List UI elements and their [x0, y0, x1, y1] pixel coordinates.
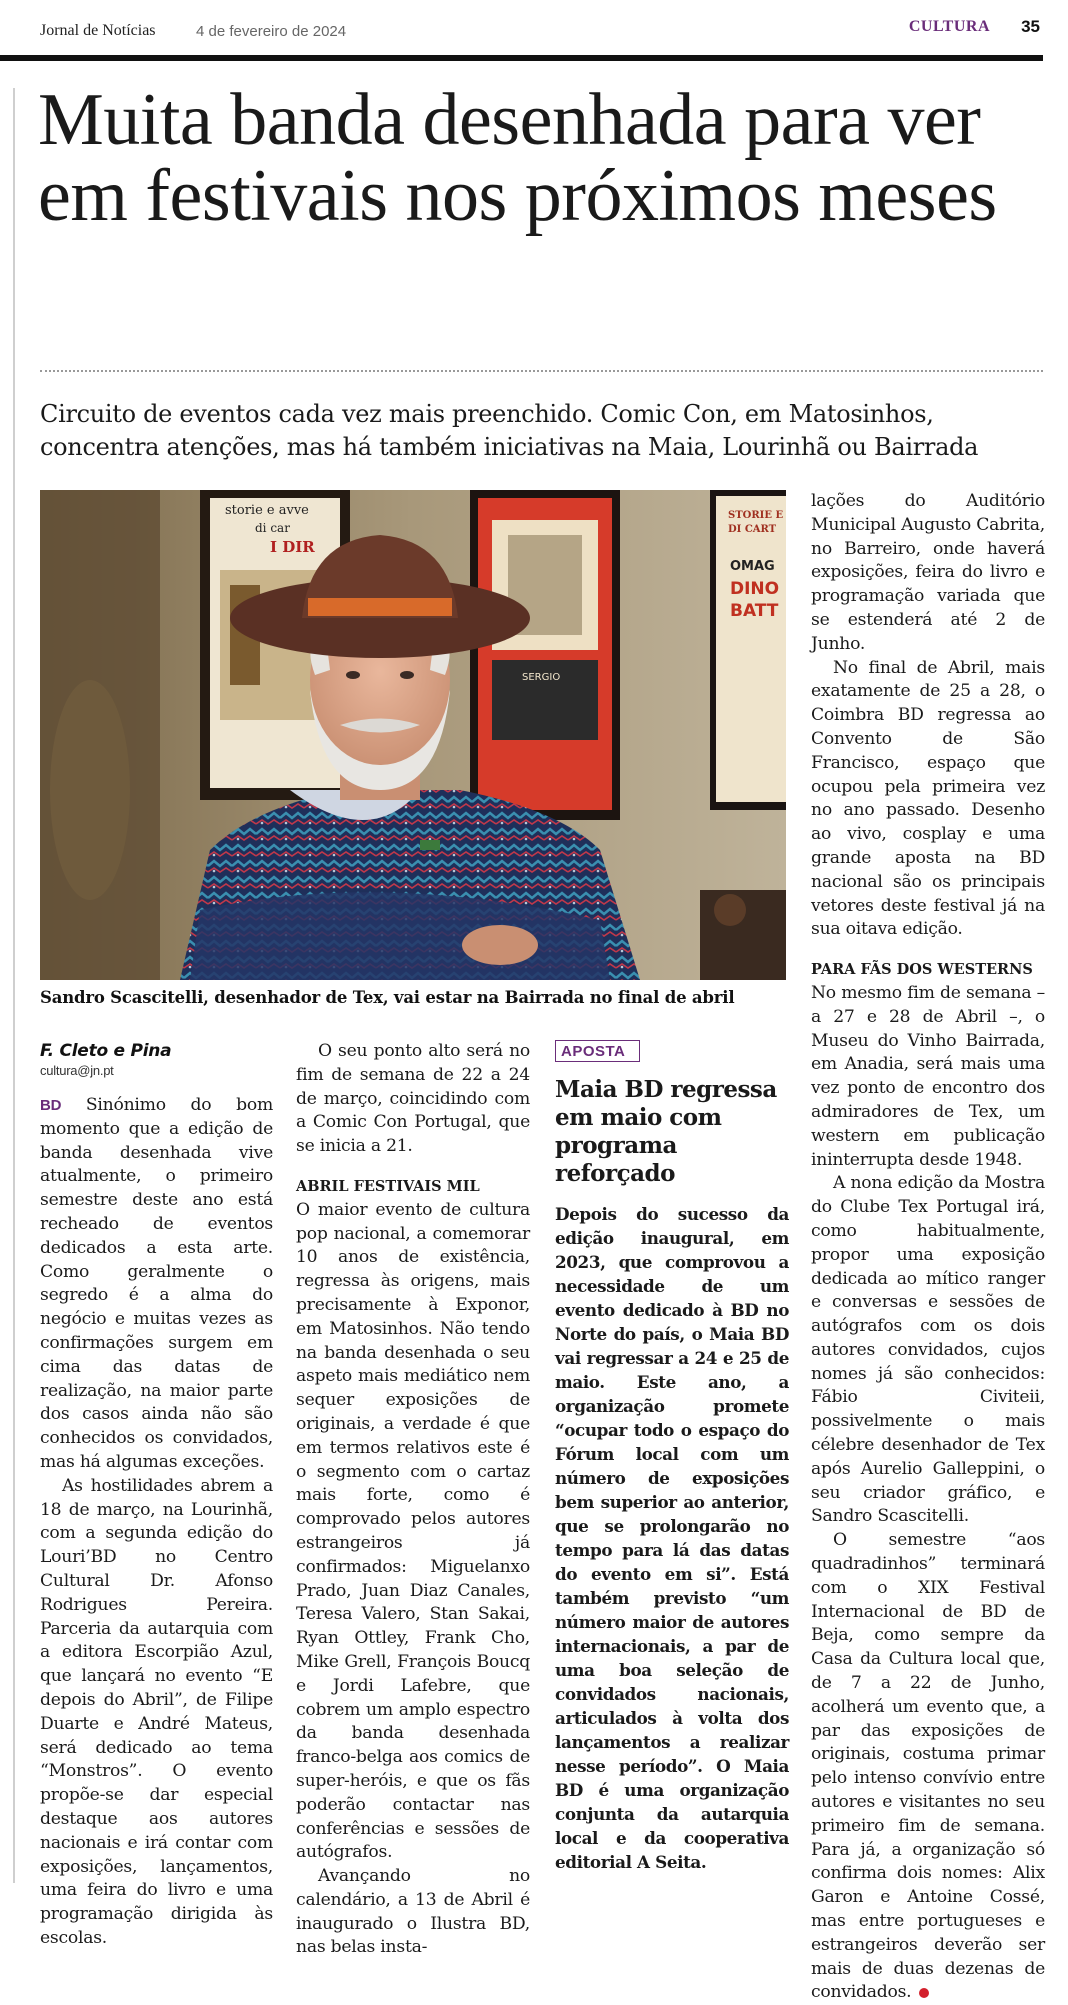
- issue-date: 4 de fevereiro de 2024: [196, 23, 347, 40]
- column-4-paragraph-4: A nona edição da Mostra do Clube Tex Portugal irá, como habitualmente, propor uma exposição dedicada ao mítico ranger e conversas e sessões de autógrafos com os dois autores convidados, cujos nomes já são conhecidos: Fábio Civiteii, possivelmente o mais célebre desenhador de Tex após Aurelio Galleppini, o seu criador gráfico, e Sandro Scascitelli.: [811, 1173, 1045, 1527]
- subheading-abril: ABRIL FESTIVAIS MIL: [296, 1177, 480, 1195]
- newspaper-name: Jornal de Notícias: [40, 22, 156, 39]
- box-text: Depois do sucesso da edição inaugural, em 2023, que comprovou a necessidade de um evento dedicado à BD no Norte do país, o Maia BD vai regressar a 24 e 25 de maio. Este ano, a organização promete “ocupar todo o espaço do Fórum local com um número de exposições bem superior ao anterior, que se prolongarão no tempo para lá das datas do evento em si”. Está também previsto “um número maior de autores internacionais, a par de uma boa seleção de convidados nacionais, articulados à volta dos lançamentos a realizar nesse período”. O Maia BD é uma organização conjunta da autarquia local e da cooperativa editorial A Seita.: [555, 1203, 789, 1872]
- poster-right-line1: STORIE E: [728, 510, 784, 521]
- end-of-article-dot-icon: [919, 1988, 929, 1998]
- section-tag: BD: [40, 1097, 62, 1114]
- column-2: [296, 1040, 530, 1960]
- byline-email: cultura@jn.pt: [40, 1063, 114, 1078]
- column-4-paragraph-5: [811, 1529, 1045, 2005]
- column-2-paragraph-3: Avançando no calendário, a 13 de Abril é inaugurado o Ilustra BD, nas belas insta-: [296, 1866, 530, 1958]
- page-header: [40, 14, 1040, 50]
- box-kicker: APOSTA: [555, 1040, 640, 1062]
- column-4-paragraph-3: No mesmo fim de semana – a 27 e 28 de Abril –, o Museu do Vinho Bairrada, em Anadia, será mais uma vez ponto de encontro dos admiradores de Tex, um western em publicação ininterrupta desde 1948.: [811, 982, 1045, 1170]
- column-2-paragraph-2: O maior evento de cultura pop nacional, a comemorar 10 anos de existência, regressa às origens, mais precisamente à Exponor, em Matosinhos. Não tendo na banda desenhada o seu aspeto mais mediático nem sequer exposições de originais, a verdade é que em termos relativos este é o segmento com o cartaz mais forte, como é comprovado pelos autores estrangeiros já confirmados: Miguelanxo Prado, Juan Diaz Canales, Teresa Valero, Stan Sakai, Ryan Ottley, Frank Cho, Mike Grell, François Boucq e Jordi Lafebre, que cobrem um amplo espectro da banda desenhada franco-belga aos comics de super-heróis, e que os fãs poderão contactar nas conferências e sessões de autógrafos.: [296, 1199, 530, 1863]
- box-title: Maia BD regressa em maio com programa reforçado: [555, 1075, 777, 1187]
- sidebar-box: [555, 1040, 789, 1874]
- subheading-westerns: PARA FÃS DOS WESTERNS: [811, 961, 1033, 979]
- paragraph-text: O semestre “aos quadradinhos” terminará com o XIX Festival Internacional de BD de Beja, como sempre da Casa da Cultura local que, de 7 a 22 de Junho, acolherá um evento que, a par das exposições de originais, costuma primar pelo intenso convívio entre autores e visitantes no seu primeiro fim de semana. Para já, a organização só confirma dois nomes: Alix Garon e Antoine Cossé, mas entre portugueses e estrangeiros deverão ser mais de duas dezenas de convidados.: [811, 1530, 1045, 2003]
- poster-left-line1: storie e avve: [225, 503, 309, 518]
- column-2-paragraph-1: O seu ponto alto será no fim de semana de 22 a 24 de março, coincidindo com a Comic Con Portugal, que se inicia a 21.: [296, 1041, 530, 1157]
- column-4-paragraph-2: No final de Abril, mais exatamente de 25 a 28, o Coimbra BD regressa ao Convento de São Francisco, espaço que ocupou pela primeira vez no ano passado. Desenho ao vivo, cosplay e uma grande aposta na BD nacional são os principais vetores deste festival já na sua oitava edição.: [811, 657, 1045, 940]
- byline-name: F. Cleto e Pina: [40, 1041, 172, 1061]
- column-1: [40, 1040, 273, 1951]
- poster-right-line5: BATT: [730, 601, 779, 621]
- article-photo: [40, 490, 786, 980]
- column-1-paragraph-2: As hostilidades abrem a 18 de março, na Lourinhã, com a segunda edição do Louri’BD no Centro Cultural Dr. Afonso Rodrigues Pereira. Parceria da autarquia com a editora Escorpião Azul, que lançará no evento “E depois do Abril”, de Filipe Duarte e André Mateus, será dedicado ao tema “Monstros”. O evento propõe-se dar especial destaque aos autores nacionais e irá contar com exposições, lançamentos, uma feira do livro e uma programação dirigida às escolas.: [40, 1475, 273, 1948]
- header-rule: [0, 55, 1043, 61]
- paragraph-text: Sinónimo do bom momento que a edição de banda desenhada vive atualmente, o primeiro semestre deste ano está recheado de eventos dedicados a esta arte. Como geralmente o segredo é a alma do negócio e muitas vezes as confirmações surgem em cima das datas de realização, na maior parte dos casos ainda não são conhecidos os convidados, mas há algumas exceções.: [40, 1095, 274, 1472]
- poster-left-title: I DIR: [270, 538, 315, 556]
- column-4-paragraph-1: lações do Auditório Municipal Augusto Cabrita, no Barreiro, onde haverá exposições, feira do livro e programação variada que se estenderá até 2 de Junho.: [811, 491, 1045, 654]
- poster-left-line2: di car: [255, 521, 290, 535]
- poster-right-line4: DINO: [730, 579, 780, 599]
- standfirst: Circuito de eventos cada vez mais preenchido. Comic Con, em Matosinhos, concentra atenções, mas há também iniciativas na Maia, Lourinhã ou Bairrada: [40, 400, 979, 461]
- poster-right-line3: OMAG: [730, 559, 775, 574]
- poster-right-line2: DI CART: [728, 524, 777, 535]
- section-label: CULTURA: [908, 18, 990, 35]
- headline-divider: [40, 370, 1043, 372]
- poster-center-line1: SERGIO: [522, 672, 561, 683]
- left-margin-rule: [13, 88, 15, 1883]
- headline: Muita banda desenhada para ver em festivais nos próximos meses: [38, 79, 997, 237]
- column-1-paragraph-1: [40, 1094, 273, 1475]
- photo-caption: Sandro Scascitelli, desenhador de Tex, vai estar na Bairrada no final de abril: [40, 988, 735, 1007]
- page-number: 35: [1021, 17, 1040, 36]
- column-4: [811, 490, 1045, 2005]
